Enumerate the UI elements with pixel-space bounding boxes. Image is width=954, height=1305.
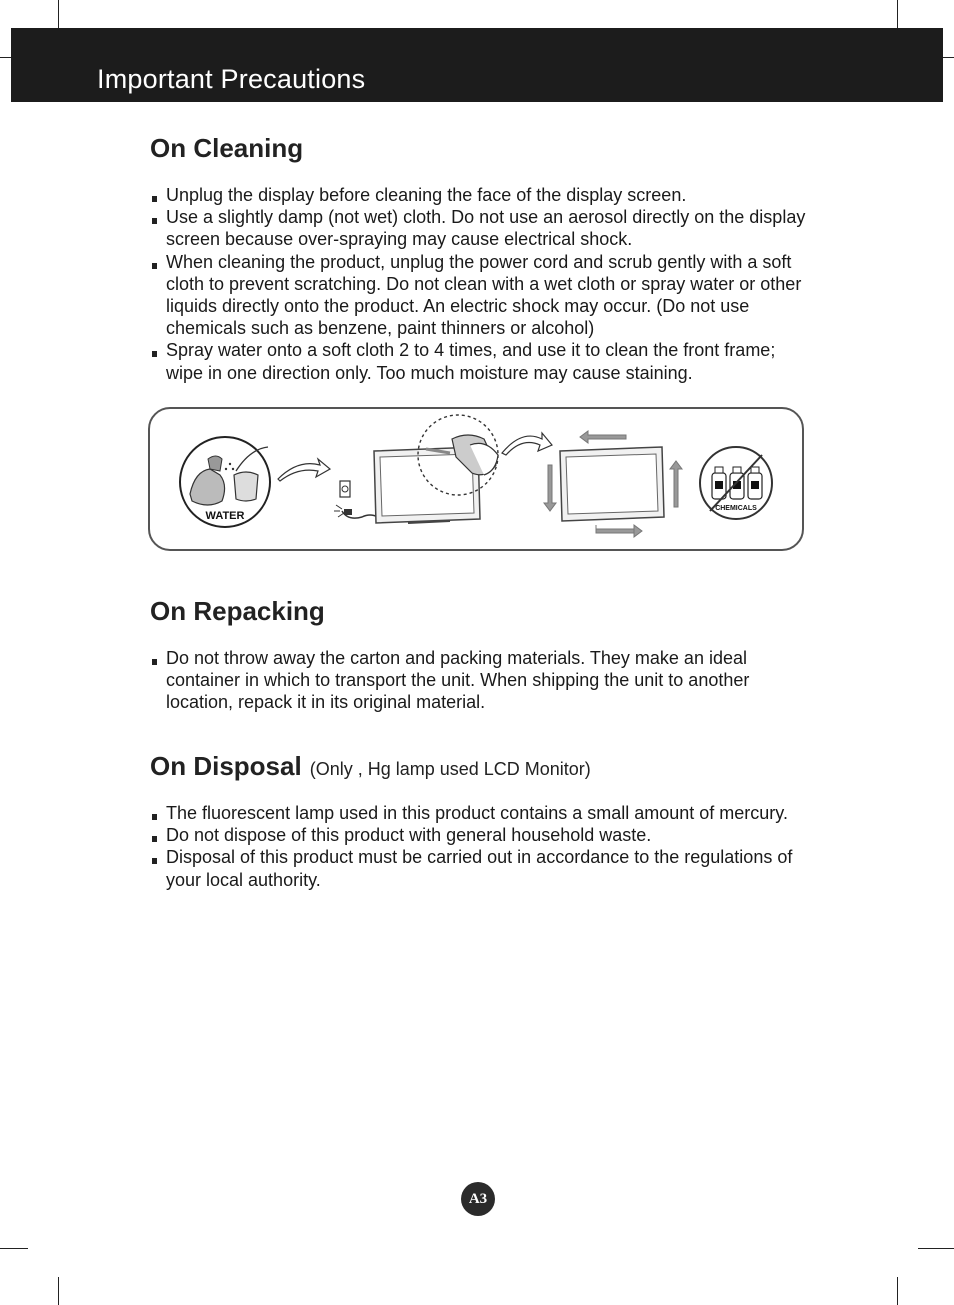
repacking-title: On Repacking [150,596,325,626]
power-plug-icon [334,481,378,518]
crop-mark [0,57,11,58]
cleaning-illustration [148,407,804,551]
monitor-icon [560,447,664,521]
crop-mark [897,1277,898,1305]
bullet-icon [152,196,157,202]
list-item: Unplug the display before cleaning the face of the display screen. [150,184,820,206]
bullet-icon [152,351,157,357]
crop-mark [58,0,59,28]
crop-mark [58,1277,59,1305]
bullet-icon [152,218,157,224]
disposal-list [150,802,820,891]
arrow-right-icon [502,433,552,455]
list-item: Do not throw away the carton and packing materials. They make an ideal container in which to transport the unit. When shipping the unit to another location, repack it in its original material. [150,647,820,714]
crop-mark [0,1248,28,1249]
bullet-icon [152,814,157,820]
disposal-title: On Disposal (Only , Hg lamp used LCD Monitor) [150,751,591,781]
repacking-list [150,647,820,714]
arrow-right-icon [278,459,330,481]
cleaning-list [150,184,820,384]
cleaning-title: On Cleaning [150,133,304,163]
crop-mark [943,57,954,58]
disposal-note: (Only , Hg lamp used LCD Monitor) [309,759,591,779]
page-title: Important Precautions [97,64,366,94]
water-label: WATER [205,510,245,522]
list-item: Disposal of this product must be carried out in accordance to the regulations of your local authority. [150,846,820,890]
page-number: A3 [461,1182,495,1216]
bullet-icon [152,659,157,665]
bullet-icon [152,263,157,269]
crop-mark [897,0,898,28]
crop-mark [918,1248,954,1249]
list-item: Spray water onto a soft cloth 2 to 4 times, and use it to clean the front frame; wipe in one direction only. Too much moisture may cause staining. [150,339,820,383]
bullet-icon [152,836,157,842]
water-spray-icon [180,437,270,527]
list-item: Do not dispose of this product with general household waste. [150,824,820,846]
chemicals-label: CHEMICALS [715,505,757,512]
list-item: When cleaning the product, unplug the power cord and scrub gently with a soft cloth to prevent scratching. Do not clean with a wet cloth or spray water or other liquids directly onto the product. An electric shock may occur. (Do not use chemicals such as benzene, paint thinners or alcohol) [150,251,820,340]
cleaning-illustration-svg [150,409,802,549]
bullet-icon [152,858,157,864]
list-item: The fluorescent lamp used in this product contains a small amount of mercury. [150,802,820,824]
no-chemicals-icon [700,447,772,519]
list-item: Use a slightly damp (not wet) cloth. Do not use an aerosol directly on the display screen because over-spraying may cause electrical shock. [150,206,820,250]
header-bar [11,28,943,102]
